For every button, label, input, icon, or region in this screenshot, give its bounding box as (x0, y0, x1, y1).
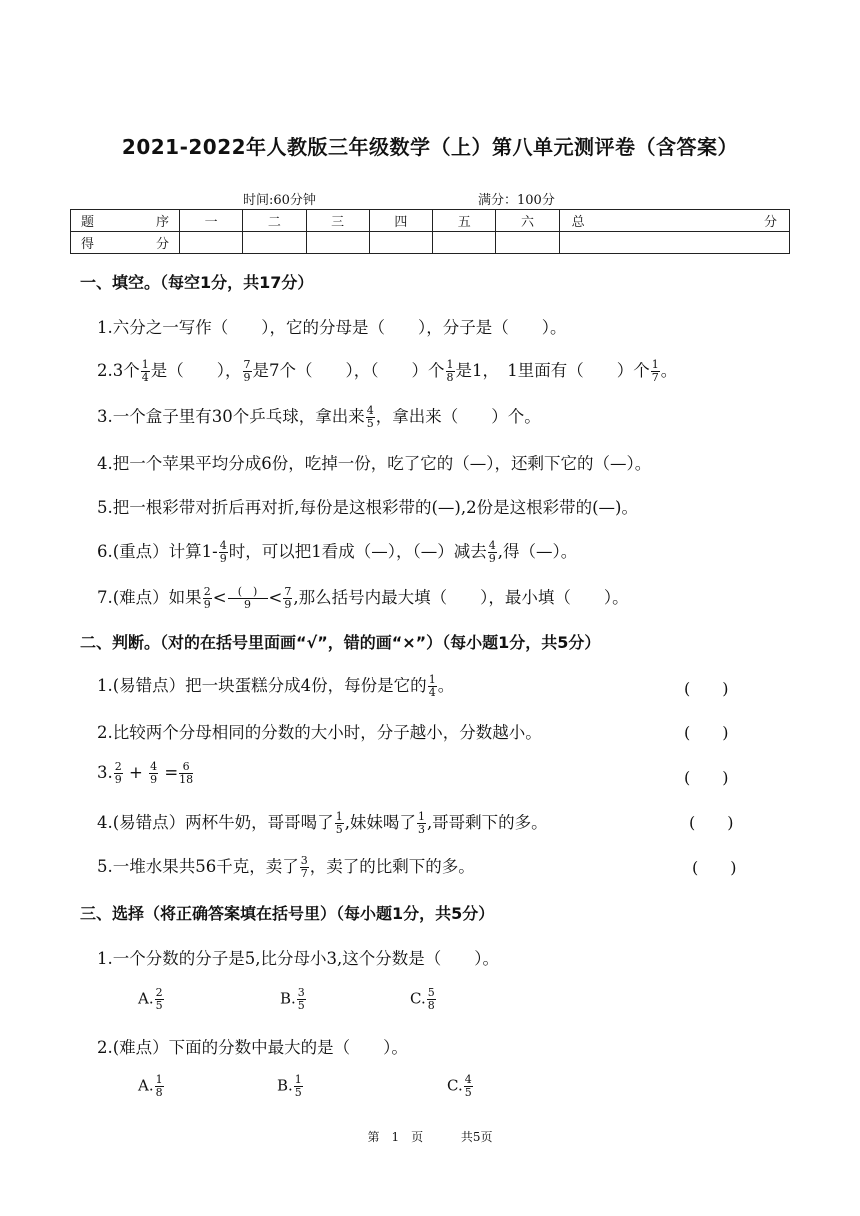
s2-q2: 2.比较两个分母相同的分数的大小时，分子越小，分数越小。 (97, 723, 542, 742)
fraction: $\frac{5}{8}$ (427, 986, 435, 1012)
fraction: $\frac{6}{18}$ (179, 760, 194, 786)
text: 是7个（ ），（ ）个 (252, 361, 445, 380)
text: ,哥哥剩下的多。 (426, 813, 548, 832)
score-table-header-row (71, 210, 790, 232)
fraction: $\frac{4}{9}$ (219, 539, 227, 565)
fraction-blank[interactable]: $\frac{( )}{9}$ (228, 586, 268, 611)
text: 1.(易错点）把一块蛋糕分成4份，每份是它的 (97, 676, 427, 695)
fraction: $\frac{7}{9}$ (284, 585, 292, 611)
plus-sign: + (129, 763, 143, 782)
judge-answer-bracket[interactable]: ( ) (692, 858, 737, 877)
text: 2.3个 (97, 361, 140, 380)
section3-heading: 三、选择（将正确答案填在括号里）（每小题1分，共5分） (80, 904, 495, 923)
score-cell: 得分 (71, 232, 180, 254)
section2-heading: 二、判断。（对的在括号里面画“√”，错的画“×”）（每小题1分，共5分） (80, 633, 601, 652)
fraction: $\frac{1}{8}$ (155, 1073, 163, 1099)
option-b[interactable]: B. $\frac{3}{5}$ (280, 986, 305, 1012)
s3-q1: 1.一个分数的分子是5,比分母小3,这个分数是（ ）。 (97, 949, 499, 968)
option-a[interactable]: A. $\frac{1}{8}$ (138, 1073, 163, 1099)
s1-q1: 1.六分之一写作（ ），它的分母是（ ），分子是（ ）。 (97, 318, 567, 337)
fraction: $\frac{4}{5}$ (366, 404, 374, 430)
text: 时，可以把1看成（—），（—）减去 (228, 542, 487, 561)
fraction: $\frac{7}{9}$ (243, 358, 251, 384)
score-cell: 总分 (559, 210, 789, 232)
text: ,得（—）。 (497, 542, 578, 561)
equals-sign: = (164, 763, 179, 782)
option-c[interactable]: C. $\frac{4}{5}$ (447, 1073, 472, 1099)
fraction: $\frac{2}{5}$ (155, 986, 163, 1012)
text: 是1， 1里面有（ ）个 (455, 361, 650, 380)
text: 是（ ）， (150, 361, 242, 380)
less-than: < (268, 588, 283, 607)
page-footer (0, 1128, 860, 1145)
fraction: $\frac{4}{9}$ (150, 760, 158, 786)
score-cell: 二 (243, 210, 306, 232)
fraction: $\frac{2}{9}$ (203, 585, 211, 611)
s1-q7 (97, 584, 629, 611)
page-title: 2021-2022年人教版三年级数学（上）第八单元测评卷（含答案） (121, 135, 739, 159)
text: 。 (437, 676, 455, 695)
score-input-cell[interactable] (243, 232, 306, 254)
score-input-cell[interactable] (306, 232, 369, 254)
score-input-cell[interactable] (433, 232, 496, 254)
fraction: $\frac{1}{5}$ (294, 1073, 302, 1099)
score-input-cell[interactable] (369, 232, 432, 254)
text: 。 (660, 361, 678, 380)
score-input-cell[interactable] (496, 232, 559, 254)
fraction: $\frac{1}{8}$ (446, 358, 454, 384)
fraction: $\frac{1}{7}$ (651, 358, 659, 384)
full-score: 满分：100分 (478, 193, 555, 208)
text: ，卖了的比剩下的多。 (309, 857, 475, 876)
s3-q2: 2.(难点）下面的分数中最大的是（ ）。 (97, 1038, 408, 1057)
fraction: $\frac{3}{5}$ (297, 986, 305, 1012)
score-table (70, 209, 790, 254)
judge-answer-bracket[interactable]: ( ) (684, 768, 729, 787)
s1-q2 (97, 357, 677, 384)
s1-q3 (97, 403, 541, 430)
fraction: $\frac{3}{7}$ (300, 854, 308, 880)
section1-heading: 一、填空。（每空1分，共17分） (80, 273, 314, 292)
text: 5.一堆水果共56千克，卖了 (97, 857, 299, 876)
score-cell: 一 (180, 210, 243, 232)
less-than: < (212, 588, 227, 607)
text: 7.(难点）如果 (97, 588, 202, 607)
s1-q4: 4.把一个苹果平均分成6份，吃掉一份，吃了它的（—），还剩下它的（—）。 (97, 454, 652, 473)
text: 4.(易错点）两杯牛奶，哥哥喝了 (97, 813, 334, 832)
page-total: 共5页 (460, 1130, 493, 1144)
s2-q3 (97, 761, 194, 786)
score-cell: 题序 (71, 210, 180, 232)
text: ，拿出来（ ）个。 (375, 407, 541, 426)
fraction: $\frac{1}{4}$ (428, 673, 436, 699)
s2-q4 (97, 809, 548, 836)
option-c[interactable]: C. $\frac{5}{8}$ (410, 986, 435, 1012)
fraction: $\frac{1}{4}$ (141, 358, 149, 384)
option-b[interactable]: B. $\frac{1}{5}$ (277, 1073, 302, 1099)
score-cell: 四 (369, 210, 432, 232)
s2-q1 (97, 672, 454, 699)
score-cell: 三 (306, 210, 369, 232)
score-cell: 五 (433, 210, 496, 232)
score-input-cell[interactable] (559, 232, 789, 254)
fraction: $\frac{4}{9}$ (488, 539, 496, 565)
score-table-score-row (71, 232, 790, 254)
text: ,那么括号内最大填（ ），最小填（ ）。 (293, 588, 629, 607)
judge-answer-bracket[interactable]: ( ) (684, 723, 729, 742)
text: 6.(重点）计算1- (97, 542, 218, 561)
s1-q5: 5.把一根彩带对折后再对折,每份是这根彩带的(—),2份是这根彩带的(—)。 (97, 498, 638, 517)
page-number: 第 1 页 (367, 1130, 424, 1144)
s2-q5 (97, 853, 475, 880)
option-a[interactable]: A. $\frac{2}{5}$ (138, 986, 163, 1012)
fraction: $\frac{1}{3}$ (417, 810, 425, 836)
s1-q6 (97, 538, 577, 565)
text: 3.一个盒子里有30个乒乓球，拿出来 (97, 407, 365, 426)
text: ,妹妹喝了 (344, 813, 416, 832)
fraction: $\frac{2}{9}$ (114, 760, 122, 786)
exam-time: 时间:60分钟 (243, 193, 316, 208)
text: 3. (97, 763, 113, 782)
judge-answer-bracket[interactable]: ( ) (689, 813, 734, 832)
score-input-cell[interactable] (180, 232, 243, 254)
score-cell: 六 (496, 210, 559, 232)
fraction: $\frac{1}{5}$ (335, 810, 343, 836)
fraction: $\frac{4}{5}$ (464, 1073, 472, 1099)
judge-answer-bracket[interactable]: ( ) (684, 679, 729, 698)
